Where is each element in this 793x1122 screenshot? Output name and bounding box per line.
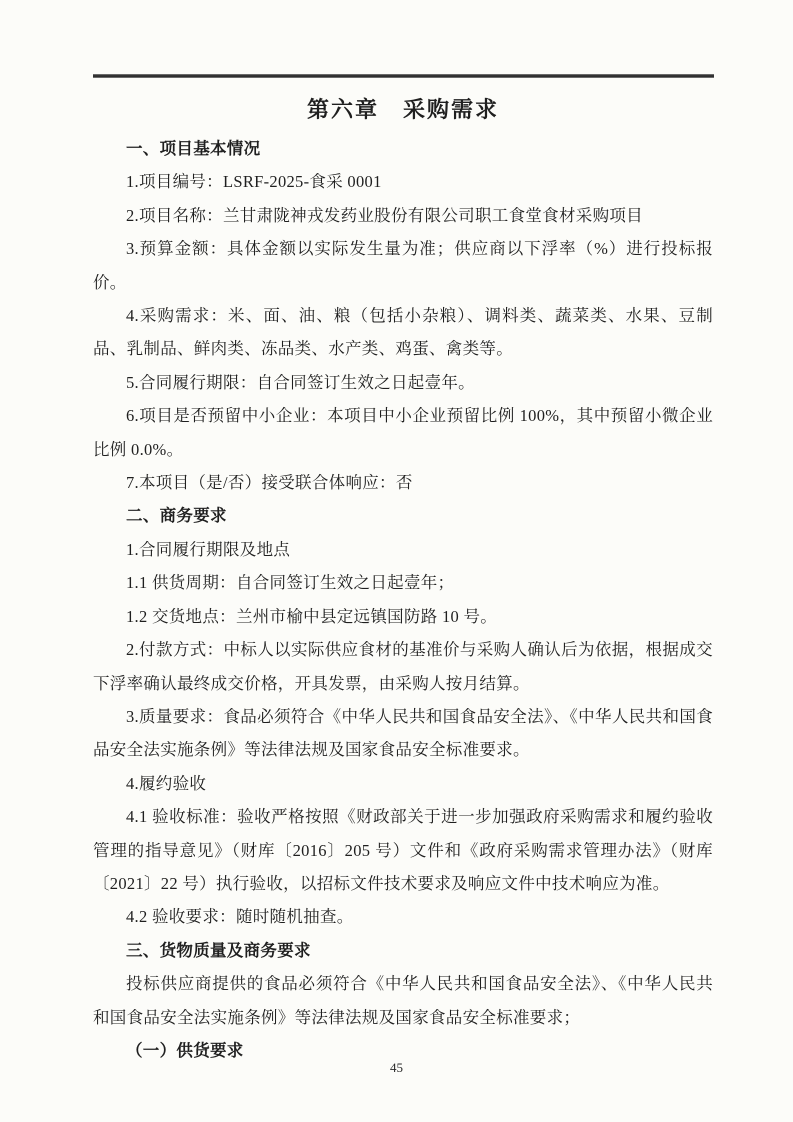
section-heading: 一、项目基本情况: [126, 139, 261, 158]
body-paragraph: 1.合同履行期限及地点: [126, 539, 291, 559]
page-number: 45: [390, 1060, 403, 1075]
body-paragraph: 1.2 交货地点：兰州市榆中县定远镇国防路 10 号。: [126, 606, 498, 626]
body-paragraph: 7.本项目（是/否）接受联合体响应：否: [126, 473, 413, 493]
body-paragraph: 1.项目编号：LSRF-2025-食采 0001: [126, 172, 382, 192]
body-paragraph: 3.预算金额：具体金额以实际发生量为准；供应商以下浮率（%）进行投标报价。: [93, 239, 713, 292]
body-paragraph: 3.质量要求：食品必须符合《中华人民共和国食品安全法》、《中华人民共和国食品安全法实施条例》等法律法规及国家食品安全标准要求。: [93, 706, 713, 760]
body-paragraph: 4.1 验收标准：验收严格按照《财政部关于进一步加强政府采购需求和履约验收管理的指导意见》（财库〔2016〕205 号）文件和《政府采购需求管理办法》（财库〔2021〕22 号）执行验收，以招标文件技术要求及响应文件中技术响应为准。: [93, 807, 713, 893]
body-paragraph: 4.采购需求：米、面、油、粮（包括小杂粮）、调料类、蔬菜类、水果、豆制品、乳制品、鲜肉类、冻品类、水产类、鸡蛋、禽类等。: [93, 306, 713, 359]
chapter-title: 第六章 采购需求: [306, 97, 499, 122]
body-paragraph: 4.2 验收要求：随时随机抽查。: [126, 907, 354, 927]
body-paragraph: 2.付款方式：中标人以实际供应食材的基准价与采购人确认后为依据，根据成交下浮率确认最终成交价格，开具发票，由采购人按月结算。: [93, 640, 713, 693]
body-paragraph: 2.项目名称：兰甘肃陇神戎发药业股份有限公司职工食堂食材采购项目: [126, 205, 643, 225]
body-paragraph: 1.1 供货周期：自合同签订生效之日起壹年；: [126, 573, 455, 593]
section-heading: 三、货物质量及商务要求: [126, 940, 311, 960]
body-paragraph: 5.合同履行期限：自合同签订生效之日起壹年。: [126, 372, 475, 392]
body-paragraph: 投标供应商提供的食品必须符合《中华人民共和国食品安全法》、《中华人民共和国食品安全法实施条例》等法律法规及国家食品安全标准要求；: [93, 974, 713, 1027]
document-body: [93, 132, 713, 1067]
body-paragraph: 6.项目是否预留中小企业：本项目中小企业预留比例 100%，其中预留小微企业比例 0.0%。: [93, 406, 713, 459]
section-heading: 二、商务要求: [126, 506, 227, 526]
body-paragraph: 4.履约验收: [126, 773, 207, 793]
document-content: [93, 78, 713, 1067]
section-heading: （一）供货要求: [126, 1040, 244, 1060]
